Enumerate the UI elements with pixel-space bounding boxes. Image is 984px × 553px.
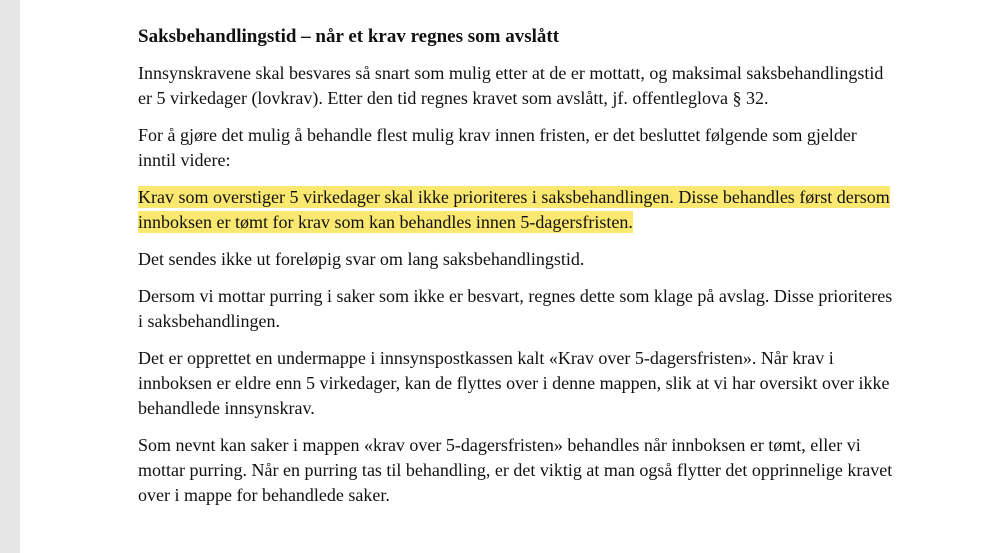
paragraph-decision-intro: For å gjøre det mulig å behandle flest mulig krav innen fristen, er det besluttet følgende som gjelder inntil videre: <box>138 125 857 170</box>
window-left-gutter <box>0 0 20 553</box>
paragraph-folder-handling: Som nevnt kan saker i mappen «krav over 5-dagersfristen» behandles når innboksen er tømt, eller vi mottar purring. Når en purring tas til behandling, er det viktig at man også flytter det opprinnelige kravet over i mappe for behandlede saker. <box>138 435 893 505</box>
document-content <box>138 24 898 520</box>
paragraph-priority-rule <box>138 185 898 235</box>
paragraph-response-deadline: Innsynskravene skal besvares så snart som mulig etter at de er mottatt, og maksimal saksbehandlingstid er 5 virkedager (lovkrav). Etter den tid regnes kravet som avslått, jf. offentleglova § 32. <box>138 63 884 108</box>
section-heading: Saksbehandlingstid – når et krav regnes som avslått <box>138 26 560 47</box>
document-page <box>20 0 984 553</box>
paragraph-reminders: Dersom vi mottar purring i saker som ikke er besvart, regnes dette som klage på avslag. Disse prioriteres i saksbehandlingen. <box>138 286 893 331</box>
highlighted-text: Krav som overstiger 5 virkedager skal ikke prioriteres i saksbehandlingen. Disse behandles først dersom innboksen er tømt for krav som kan behandles innen 5-dagersfristen. <box>138 187 890 232</box>
paragraph-subfolder: Det er opprettet en undermappe i innsynspostkassen kalt «Krav over 5-dagersfristen». Når krav i innboksen er eldre enn 5 virkedager, kan de flyttes over i denne mappen, slik at vi har oversikt over ikke behandlede innsynskrav. <box>138 348 890 418</box>
paragraph-no-interim-reply: Det sendes ikke ut foreløpig svar om lang saksbehandlingstid. <box>138 249 585 269</box>
